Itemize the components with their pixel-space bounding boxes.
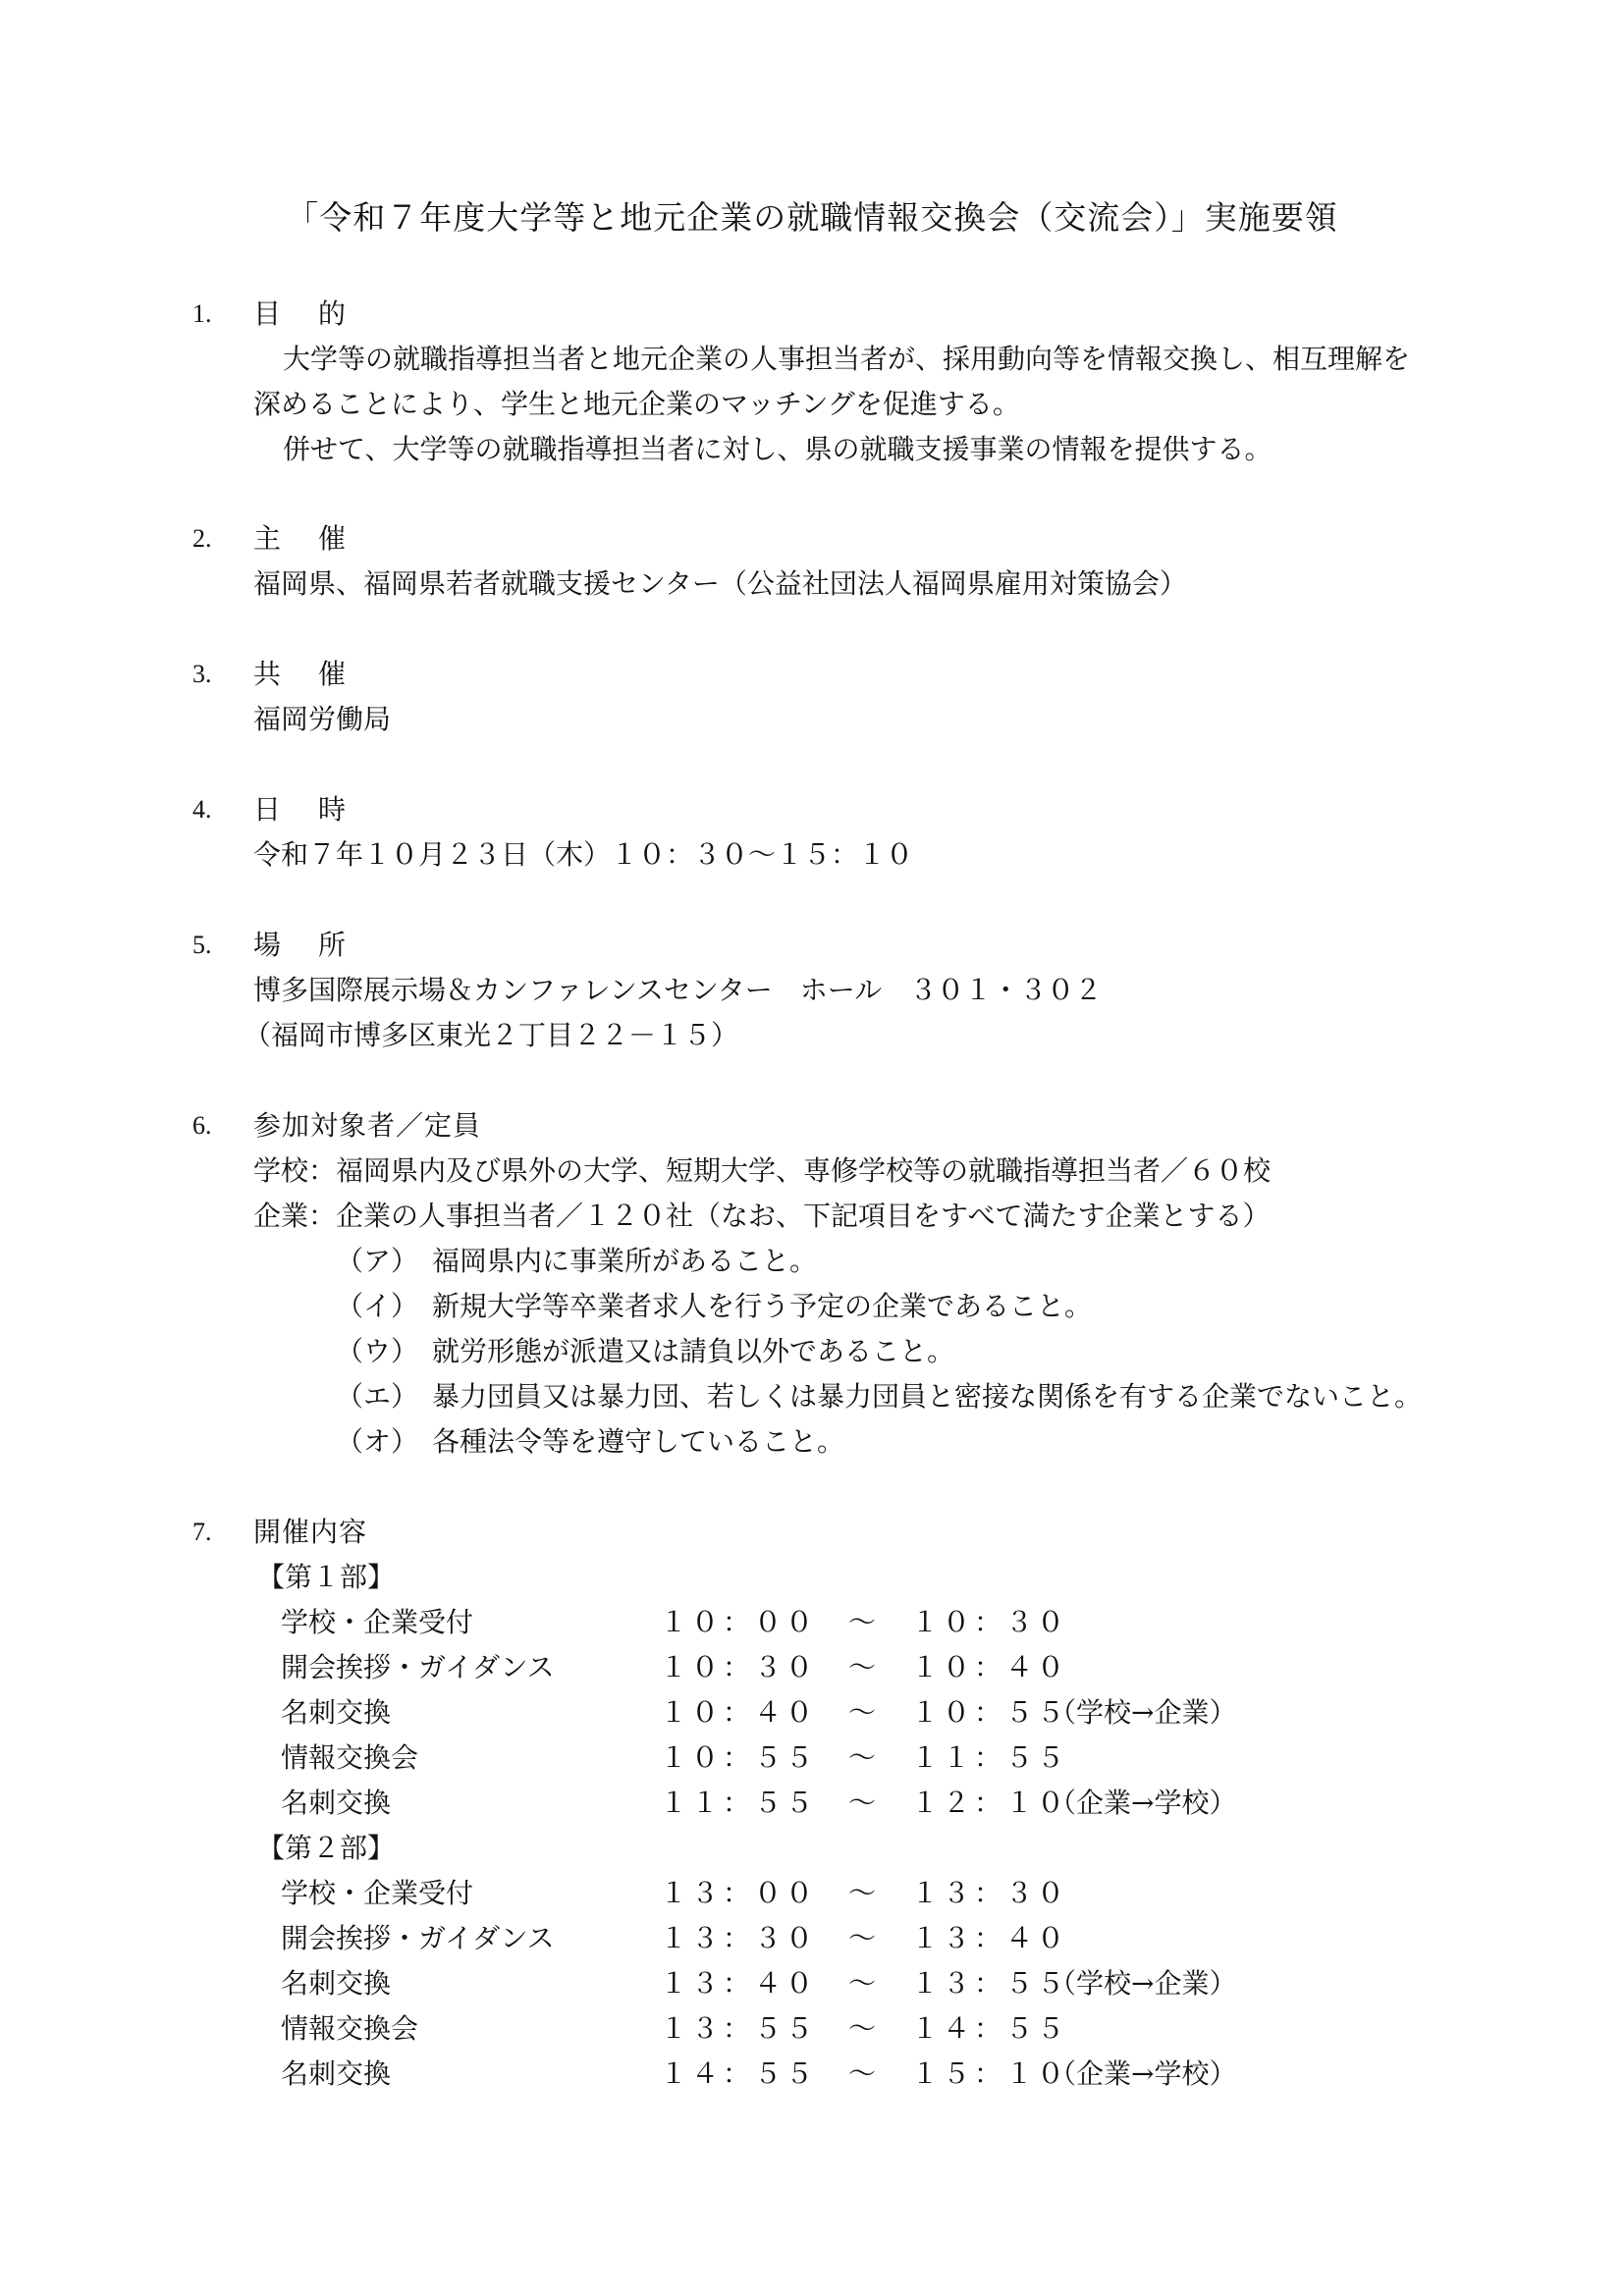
schedule-item: 名刺交換: [281, 1696, 392, 1729]
section-number: 5.: [192, 931, 212, 959]
condition-item: （イ） 新規大学等卒業者求人を行う予定の企業であること。: [336, 1290, 1093, 1322]
section-number: 4.: [192, 795, 212, 824]
section-title: 参加対象者／定員: [253, 1109, 482, 1142]
schedule-row: [0, 1871, 1624, 1916]
schedule-item: 名刺交換: [281, 1787, 392, 1819]
schedule-time: １４：５５ ～ １５：１０: [660, 2057, 1069, 2090]
body-line: 大学等の就職指導担当者と地元企業の人事担当者が、採用動向等を情報交換し、相互理解を: [283, 343, 1411, 375]
part1-label: 【第１部】: [257, 1561, 396, 1593]
section-title: 主催: [253, 522, 384, 555]
body-line: 博多国際展示場＆カンファレンスセンター ホール ３０１・３０２: [253, 974, 1103, 1006]
schedule-row: [0, 1645, 1624, 1690]
schedule-row: [0, 1735, 1624, 1781]
condition-item: （ア） 福岡県内に事業所があること。: [336, 1245, 818, 1277]
body-line: 学校：福岡県内及び県外の大学、短期大学、専修学校等の就職指導担当者／６０校: [253, 1154, 1272, 1187]
section-title: 開催内容: [253, 1516, 368, 1548]
schedule-time: １３：００ ～ １３：３０: [660, 1877, 1069, 1909]
schedule-item: 名刺交換: [281, 2057, 392, 2090]
schedule-row: [0, 1916, 1624, 1961]
section-title: 目的: [253, 297, 384, 330]
document-title: 「令和７年度大学等と地元企業の就職情報交換会（交流会）」実施要領: [286, 198, 1338, 237]
section-number: 1.: [192, 299, 212, 328]
condition-item: （エ） 暴力団員又は暴力団、若しくは暴力団員と密接な関係を有する企業でないこと。: [336, 1380, 1423, 1413]
body-line: 福岡県、福岡県若者就職支援センター（公益社団法人福岡県雇用対策協会）: [253, 567, 1187, 600]
body-line: 福岡労働局: [253, 703, 392, 735]
schedule-note: （企業→学校）: [1049, 2057, 1237, 2090]
section-number: 7.: [192, 1518, 212, 1546]
schedule-item: 学校・企業受付: [281, 1606, 474, 1638]
body-line: 令和７年１０月２３日（木）１０：３０～１５：１０: [253, 838, 914, 871]
schedule-time: １３：３０ ～ １３：４０: [660, 1922, 1069, 1954]
condition-item: （オ） 各種法令等を遵守していること。: [336, 1425, 845, 1458]
schedule-item: 開会挨拶・ガイダンス: [281, 1651, 555, 1683]
schedule-row: [0, 1961, 1624, 2006]
schedule-time: １０：４０ ～ １０：５５: [660, 1696, 1069, 1729]
condition-item: （ウ） 就労形態が派遣又は請負以外であること。: [336, 1335, 955, 1367]
schedule-time: １３：５５ ～ １４：５５: [660, 2012, 1069, 2045]
section-number: 3.: [192, 660, 212, 688]
schedule-note: （学校→企業）: [1049, 1696, 1237, 1729]
section-number: 2.: [192, 524, 212, 553]
schedule-time: １０：５５ ～ １１：５５: [660, 1741, 1069, 1774]
schedule-row: [0, 2006, 1624, 2052]
schedule-time: １０：３０ ～ １０：４０: [660, 1651, 1069, 1683]
schedule-item: 情報交換会: [281, 1741, 419, 1774]
schedule-item: 名刺交換: [281, 1967, 392, 2000]
body-line: （福岡市博多区東光２丁目２２－１５）: [244, 1019, 739, 1051]
schedule-row: [0, 1600, 1624, 1645]
section-title: 日時: [253, 793, 384, 826]
schedule-time: １３：４０ ～ １３：５５: [660, 1967, 1069, 2000]
section-title: 共催: [253, 658, 384, 690]
schedule-note: （学校→企業）: [1049, 1967, 1237, 2000]
section-number: 6.: [192, 1111, 212, 1140]
schedule-row: [0, 1781, 1624, 1826]
schedule-item: 情報交換会: [281, 2012, 419, 2045]
schedule-row: [0, 1690, 1624, 1735]
body-line: 深めることにより、学生と地元企業のマッチングを促進する。: [253, 388, 1020, 420]
schedule-item: 学校・企業受付: [281, 1877, 474, 1909]
part2-label: 【第２部】: [257, 1832, 396, 1864]
body-line: 企業：企業の人事担当者／１２０社（なお、下記項目をすべて満たす企業とする）: [253, 1200, 1271, 1232]
schedule-time: １１：５５ ～ １２：１０: [660, 1787, 1069, 1819]
body-line: 併せて、大学等の就職指導担当者に対し、県の就職支援事業の情報を提供する。: [283, 433, 1272, 465]
schedule-time: １０：００ ～ １０：３０: [660, 1606, 1069, 1638]
section-title: 場所: [253, 929, 384, 961]
schedule-item: 開会挨拶・ガイダンス: [281, 1922, 555, 1954]
schedule-row: [0, 2052, 1624, 2097]
schedule-note: （企業→学校）: [1049, 1787, 1237, 1819]
